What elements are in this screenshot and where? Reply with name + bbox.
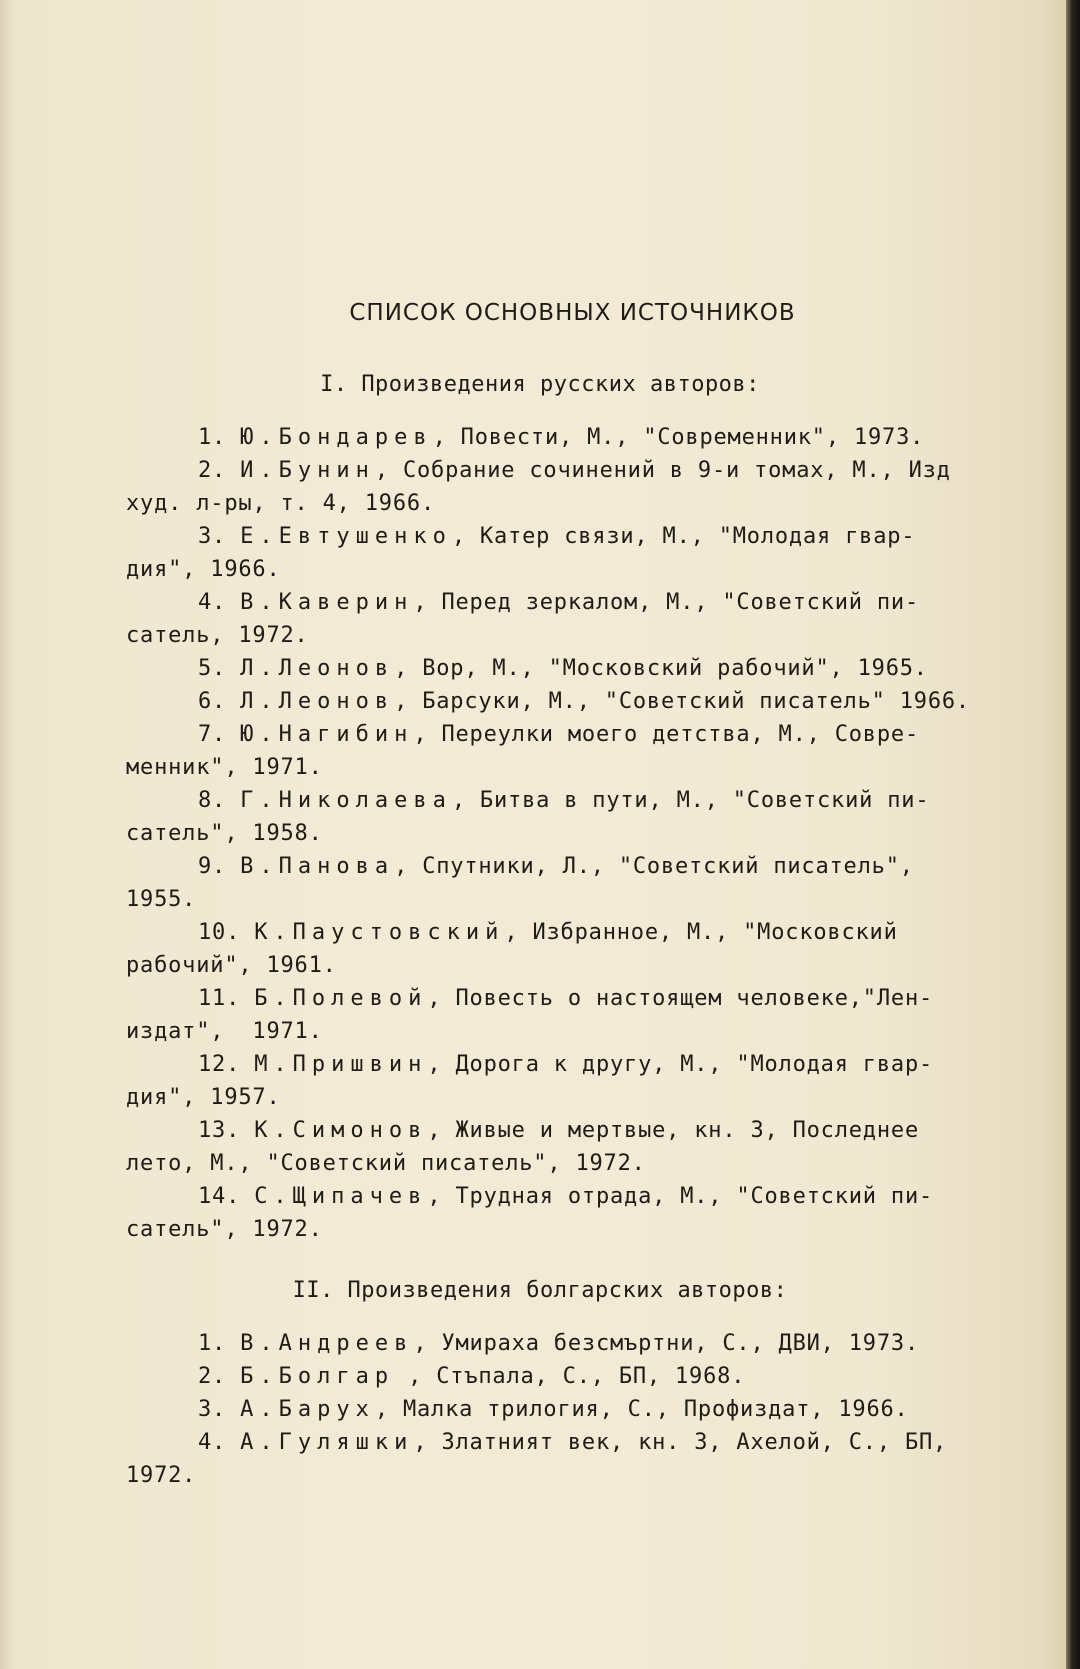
- entry-continuation-line: лето, М., "Советский писатель", 1972.: [126, 1151, 646, 1176]
- entry-number: 3.: [198, 524, 241, 549]
- entry-number: 11.: [198, 986, 255, 1011]
- entry-text: , Перед зеркалом, М., "Советский пи-: [413, 590, 919, 615]
- entry-text: , Трудная отрада, М., "Советский пи-: [427, 1184, 934, 1209]
- entry-number: 3.: [198, 1397, 241, 1422]
- entry-number: 2.: [198, 1364, 241, 1389]
- source-entry: [126, 1426, 1026, 1492]
- entry-number: 4.: [198, 1430, 241, 1455]
- entry-first-line: [126, 916, 1026, 949]
- entry-text: , Избранное, М., "Московский: [504, 920, 898, 945]
- entry-continuation-line: худ. л-ры, т. 4, 1966.: [126, 491, 435, 516]
- entry-continuation-line: дия", 1966.: [126, 557, 281, 582]
- entry-continuation-line: издат", 1971.: [126, 1019, 323, 1044]
- entry-continuation-line: сатель, 1972.: [126, 623, 309, 648]
- page-left-shadow: [0, 0, 14, 1669]
- entry-number: 1.: [198, 425, 241, 450]
- book-binding-edge: [1066, 0, 1080, 1669]
- source-entry: [126, 982, 1026, 1048]
- source-entry: [126, 916, 1026, 982]
- source-entry: [126, 1048, 1026, 1114]
- entry-number: 8.: [198, 788, 241, 813]
- entry-text: , Малка трилогия, С., Профиздат, 1966.: [374, 1397, 909, 1422]
- entry-continuation-line: 1972.: [126, 1463, 197, 1488]
- entry-continuation-line: сатель", 1972.: [126, 1217, 323, 1242]
- source-entry: [126, 454, 1026, 520]
- entry-number: 13.: [198, 1118, 255, 1143]
- entry-number: 2.: [198, 458, 241, 483]
- entry-number: 14.: [198, 1184, 255, 1209]
- entry-author: Б.Болгар: [240, 1364, 395, 1389]
- entry-author: Г.Николаева: [240, 788, 452, 813]
- entry-text: , Дорога к другу, М., "Молодая гвар-: [427, 1052, 934, 1077]
- entry-first-line: [126, 1393, 1026, 1426]
- entry-number: 5.: [198, 656, 241, 681]
- entry-first-line: [126, 421, 1026, 454]
- entry-text: , Битва в пути, М., "Советский пи-: [451, 788, 930, 813]
- source-entry: [126, 1114, 1026, 1180]
- entry-first-line: [126, 586, 1026, 619]
- entry-number: 9.: [198, 854, 241, 879]
- entry-author: А.Барух: [240, 1397, 375, 1422]
- source-entry: [126, 685, 1026, 718]
- entry-author: Б.Полевой: [254, 986, 428, 1011]
- entry-number: 12.: [198, 1052, 255, 1077]
- entry-author: И.Бунин: [240, 458, 375, 483]
- entry-text: , Златният век, кн. 3, Ахелой, С., БП,: [413, 1430, 948, 1455]
- source-entry: [126, 1393, 1026, 1426]
- entry-first-line: [126, 850, 1026, 883]
- entry-number: 7.: [198, 722, 241, 747]
- entry-author: Ю.Нагибин: [240, 722, 414, 747]
- entry-text: , Барсуки, М., "Советский писатель" 1966.: [394, 689, 970, 714]
- entry-first-line: [126, 982, 1026, 1015]
- section-heading: I. Произведения русских авторов:: [320, 372, 760, 397]
- entry-text: , Стъпала, С., БП, 1968.: [394, 1364, 746, 1389]
- section-heading: II. Произведения болгарских авторов:: [292, 1278, 788, 1303]
- entry-first-line: [126, 652, 1026, 685]
- entry-author: К.Симонов: [254, 1118, 428, 1143]
- entry-text: , Повести, М., "Современник", 1973.: [432, 425, 925, 450]
- entry-number: 10.: [198, 920, 255, 945]
- entry-author: Л.Леонов: [240, 656, 395, 681]
- entry-author: Л.Леонов: [240, 689, 395, 714]
- entry-first-line: [126, 454, 1026, 487]
- entry-first-line: [126, 1327, 1026, 1360]
- source-entry: [126, 784, 1026, 850]
- entry-continuation-line: рабочий", 1961.: [126, 953, 337, 978]
- entry-continuation-line: сатель", 1958.: [126, 821, 323, 846]
- entry-first-line: [126, 1048, 1026, 1081]
- entry-continuation-line: менник", 1971.: [126, 755, 323, 780]
- entry-author: В.Андреев: [240, 1331, 414, 1356]
- source-entry: [126, 520, 1026, 586]
- entry-author: Е.Евтушенко: [240, 524, 452, 549]
- entry-first-line: [126, 1360, 1026, 1393]
- entry-first-line: [126, 685, 1026, 718]
- entry-first-line: [126, 784, 1026, 817]
- entry-text: , Умираха безсмъртни, С., ДВИ, 1973.: [413, 1331, 919, 1356]
- entry-text: , Живые и мертвые, кн. 3, Последнее: [427, 1118, 919, 1143]
- entry-text: , Переулки моего детства, М., Совре-: [413, 722, 919, 747]
- source-entry: [126, 1360, 1026, 1393]
- entry-text: , Катер связи, М., "Молодая гвар-: [451, 524, 916, 549]
- entry-author: Ю.Бондарев: [240, 425, 433, 450]
- entry-text: , Собрание сочинений в 9-и томах, М., Изд: [374, 458, 951, 483]
- entry-number: 1.: [198, 1331, 241, 1356]
- entry-first-line: [126, 1426, 1026, 1459]
- entry-author: С.Щипачев: [254, 1184, 428, 1209]
- entry-first-line: [126, 718, 1026, 751]
- source-entry: [126, 421, 1026, 454]
- source-entry: [126, 586, 1026, 652]
- entry-author: В.Каверин: [240, 590, 414, 615]
- source-entry: [126, 718, 1026, 784]
- entry-author: В.Панова: [240, 854, 395, 879]
- page-title: СПИСОК ОСНОВНЫХ ИСТОЧНИКОВ: [349, 300, 796, 326]
- entry-text: , Спутники, Л., "Советский писатель",: [394, 854, 914, 879]
- entry-author: М.Пришвин: [254, 1052, 428, 1077]
- entry-continuation-line: 1955.: [126, 887, 197, 912]
- entry-author: К.Паустовский: [254, 920, 505, 945]
- entry-author: А.Гуляшки: [240, 1430, 414, 1455]
- entry-first-line: [126, 520, 1026, 553]
- entry-text: , Вор, М., "Московский рабочий", 1965.: [394, 656, 928, 681]
- entry-number: 6.: [198, 689, 241, 714]
- entry-first-line: [126, 1114, 1026, 1147]
- source-entry: [126, 850, 1026, 916]
- entry-first-line: [126, 1180, 1026, 1213]
- source-entry: [126, 652, 1026, 685]
- entry-text: , Повесть о настоящем человеке,"Лен-: [427, 986, 934, 1011]
- entry-continuation-line: дия", 1957.: [126, 1085, 281, 1110]
- source-entry: [126, 1180, 1026, 1246]
- entry-number: 4.: [198, 590, 241, 615]
- source-entry: [126, 1327, 1026, 1360]
